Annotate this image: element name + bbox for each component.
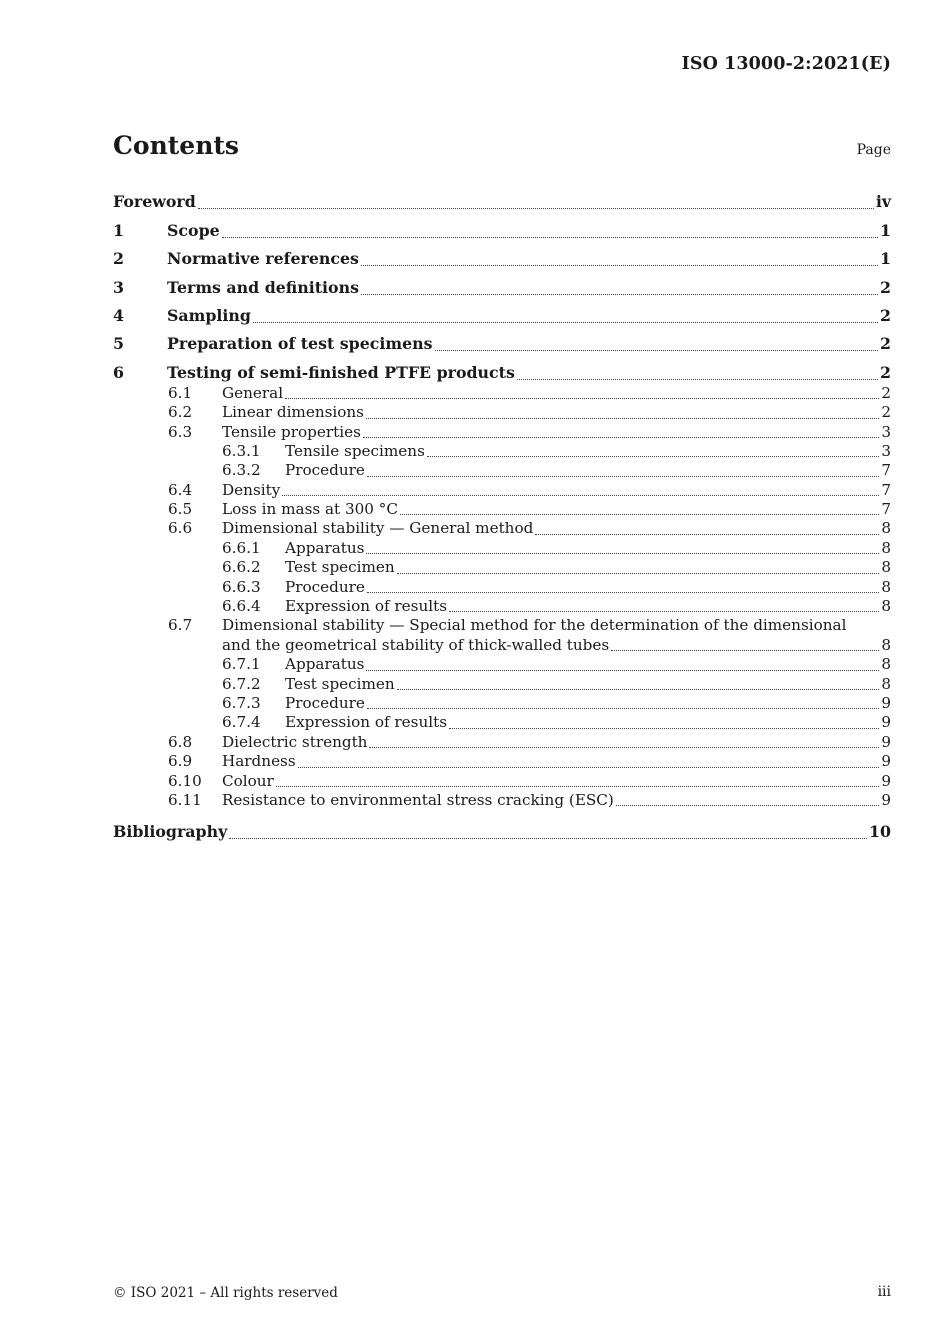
toc-entry-number: 6.6.2 [222, 558, 261, 577]
toc-entry-title: Expression of results [285, 597, 447, 616]
toc-entry-title: General [222, 383, 284, 402]
toc-entry-6-9[interactable] [113, 752, 891, 771]
dot-leader [611, 649, 879, 651]
dot-leader [366, 417, 879, 419]
toc-entry-title: Apparatus [285, 655, 365, 674]
toc-entry-6-4[interactable] [113, 481, 891, 500]
toc-entry-number: 6.11 [168, 790, 202, 809]
dot-leader [285, 397, 879, 399]
toc-entry-title: Apparatus [285, 538, 365, 557]
dot-leader [222, 236, 878, 238]
toc-entry-number: 6 [113, 362, 124, 382]
dot-leader [397, 688, 880, 690]
toc-entry-6-3-1[interactable] [113, 442, 891, 461]
toc-entry-page: 9 [881, 771, 891, 790]
toc-entry-number: 6.7.4 [222, 713, 261, 732]
toc-entry-testing-semi-finished-ptfe[interactable] [113, 355, 891, 383]
toc-entry-page: 8 [881, 635, 891, 654]
toc-entry-title: Density [222, 480, 281, 499]
toc-entry-title: Test specimen [285, 674, 395, 693]
dot-leader [229, 837, 867, 839]
toc-entry-page: 1 [880, 249, 891, 269]
toc-entry-sampling[interactable] [113, 299, 891, 327]
toc-entry-page: 10 [869, 821, 891, 841]
toc-entry-title: Procedure [285, 693, 365, 712]
toc-entry-number: 6.10 [168, 771, 202, 790]
dot-leader [616, 804, 879, 806]
toc-entry-number: 6.9 [168, 752, 193, 771]
toc-entry-6-3-2[interactable] [113, 461, 891, 480]
toc-entry-6-6-4[interactable] [113, 597, 891, 616]
toc-entry-page: 8 [881, 597, 891, 616]
dot-leader [367, 591, 879, 593]
toc-entry-title: Colour [222, 771, 274, 790]
toc-entry-title: Procedure [285, 577, 365, 596]
toc-entry-page: 3 [881, 441, 891, 460]
toc-entry-number: 6.6 [168, 519, 193, 538]
toc-entry-6-6[interactable] [113, 519, 891, 538]
toc-entry-6-6-1[interactable] [113, 539, 891, 558]
toc-entry-6-1[interactable] [113, 384, 891, 403]
toc-entry-6-7-1[interactable] [113, 655, 891, 674]
toc-entry-page: 9 [881, 790, 891, 809]
toc-entry-title: Preparation of test specimens [167, 334, 433, 354]
copyright-notice: © ISO 2021 – All rights reserved [113, 1285, 338, 1301]
toc-entry-page: 2 [880, 334, 891, 354]
toc-entry-page: 8 [881, 655, 891, 674]
toc-entry-title: Loss in mass at 300 °C [222, 500, 398, 519]
dot-leader [397, 572, 880, 574]
toc-entry-number: 1 [113, 220, 124, 240]
toc-entry-bibliography[interactable] [113, 814, 891, 842]
toc-entry-title-line1: Dimensional stability — Special method for the determination of the dimensional [222, 616, 847, 635]
toc-entry-title: Foreword [113, 192, 196, 212]
toc-entry-6-7-3[interactable] [113, 694, 891, 713]
toc-entry-title: Hardness [222, 752, 296, 771]
toc-entry-title: Testing of semi-finished PTFE products [167, 362, 515, 382]
dot-leader [363, 436, 879, 438]
dot-leader [366, 552, 879, 554]
toc-entry-number: 6.2 [168, 403, 193, 422]
toc-entry-number: 6.7 [168, 616, 193, 635]
toc-entry-title: Resistance to environmental stress cracking (ESC) [222, 790, 614, 809]
toc-entry-page: 8 [881, 674, 891, 693]
toc-entry-title: Bibliography [113, 821, 228, 841]
toc-entry-title: Normative references [167, 249, 359, 269]
toc-entry-number: 6.7.1 [222, 655, 261, 674]
table-of-contents [113, 185, 891, 843]
toc-entry-6-6-2[interactable] [113, 558, 891, 577]
toc-entry-6-7[interactable] [113, 616, 891, 655]
toc-entry-number: 3 [113, 277, 124, 297]
dot-leader [367, 707, 879, 709]
toc-entry-page: 2 [880, 305, 891, 325]
toc-entry-normative-references[interactable] [113, 242, 891, 270]
contents-heading: Contents [113, 131, 240, 160]
toc-entry-page: 7 [881, 500, 891, 519]
toc-entry-6-2[interactable] [113, 403, 891, 422]
dot-leader [366, 669, 879, 671]
dot-leader [298, 766, 880, 768]
toc-entry-page: 2 [881, 403, 891, 422]
toc-entry-page: 1 [880, 220, 891, 240]
toc-entry-number: 2 [113, 249, 124, 269]
toc-entry-number: 6.3.1 [222, 441, 261, 460]
toc-entry-title: Procedure [285, 461, 365, 480]
toc-entry-title: Dimensional stability — General method [222, 519, 534, 538]
toc-entry-number: 6.3.2 [222, 461, 261, 480]
toc-entry-6-7-2[interactable] [113, 675, 891, 694]
dot-leader [449, 727, 879, 729]
toc-entry-terms-and-definitions[interactable] [113, 270, 891, 298]
toc-entry-6-3[interactable] [113, 423, 891, 442]
dot-leader [369, 746, 879, 748]
toc-entry-preparation-of-test-specimens[interactable] [113, 327, 891, 355]
toc-entry-number: 6.7.3 [222, 693, 261, 712]
toc-entry-6-10[interactable] [113, 772, 891, 791]
toc-entry-page: iv [875, 192, 891, 212]
dot-leader [253, 321, 878, 323]
dot-leader [517, 378, 878, 380]
dot-leader [361, 264, 878, 266]
toc-entry-title: Dielectric strength [222, 732, 368, 751]
dot-leader [435, 349, 878, 351]
toc-entry-number: 6.8 [168, 732, 193, 751]
dot-leader [449, 610, 879, 612]
dot-leader [276, 785, 880, 787]
dot-leader [361, 293, 878, 295]
toc-entry-title: Expression of results [285, 713, 447, 732]
toc-entry-scope[interactable] [113, 213, 891, 241]
toc-entry-number: 6.3 [168, 422, 193, 441]
toc-entry-title-line2: and the geometrical stability of thick-walled tubes [222, 635, 610, 654]
page-column-label: Page [856, 142, 891, 158]
toc-entry-page: 8 [881, 519, 891, 538]
toc-entry-page: 9 [881, 693, 891, 712]
toc-entry-title: Scope [167, 220, 220, 240]
dot-leader [367, 475, 879, 477]
toc-entry-foreword[interactable] [113, 185, 891, 213]
dot-leader [282, 494, 879, 496]
toc-entry-page: 8 [881, 577, 891, 596]
toc-entry-page: 2 [881, 383, 891, 402]
toc-entry-6-11[interactable] [113, 791, 891, 810]
toc-entry-6-6-3[interactable] [113, 578, 891, 597]
toc-entry-number: 6.7.2 [222, 674, 261, 693]
toc-entry-number: 6.6.4 [222, 597, 261, 616]
toc-entry-page: 9 [881, 732, 891, 751]
toc-entry-number: 6.6.1 [222, 538, 261, 557]
toc-entry-title: Terms and definitions [167, 277, 359, 297]
page-number: iii [877, 1284, 891, 1300]
toc-entry-title: Tensile specimens [285, 441, 425, 460]
dot-leader [198, 207, 874, 209]
toc-entry-page: 7 [881, 461, 891, 480]
toc-entry-6-5[interactable] [113, 500, 891, 519]
toc-entry-page: 8 [881, 538, 891, 557]
toc-entry-title: Test specimen [285, 558, 395, 577]
dot-leader [427, 455, 879, 457]
toc-entry-title: Tensile properties [222, 422, 361, 441]
toc-entry-6-8[interactable] [113, 733, 891, 752]
toc-entry-number: 4 [113, 305, 124, 325]
toc-entry-6-7-4[interactable] [113, 713, 891, 732]
toc-entry-page: 7 [881, 480, 891, 499]
toc-entry-number: 5 [113, 334, 124, 354]
toc-entry-page: 2 [880, 362, 891, 382]
toc-entry-number: 6.1 [168, 383, 193, 402]
toc-entry-title: Sampling [167, 305, 251, 325]
toc-entry-page: 8 [881, 558, 891, 577]
dot-leader [535, 533, 879, 535]
toc-entry-page: 2 [880, 277, 891, 297]
toc-entry-page: 9 [881, 752, 891, 771]
dot-leader [400, 513, 879, 515]
toc-entry-number: 6.4 [168, 480, 193, 499]
toc-entry-page: 9 [881, 713, 891, 732]
document-header-id: ISO 13000-2:2021(E) [681, 54, 891, 74]
toc-entry-page: 3 [881, 422, 891, 441]
toc-entry-number: 6.5 [168, 500, 193, 519]
toc-entry-title: Linear dimensions [222, 403, 364, 422]
toc-entry-number: 6.6.3 [222, 577, 261, 596]
